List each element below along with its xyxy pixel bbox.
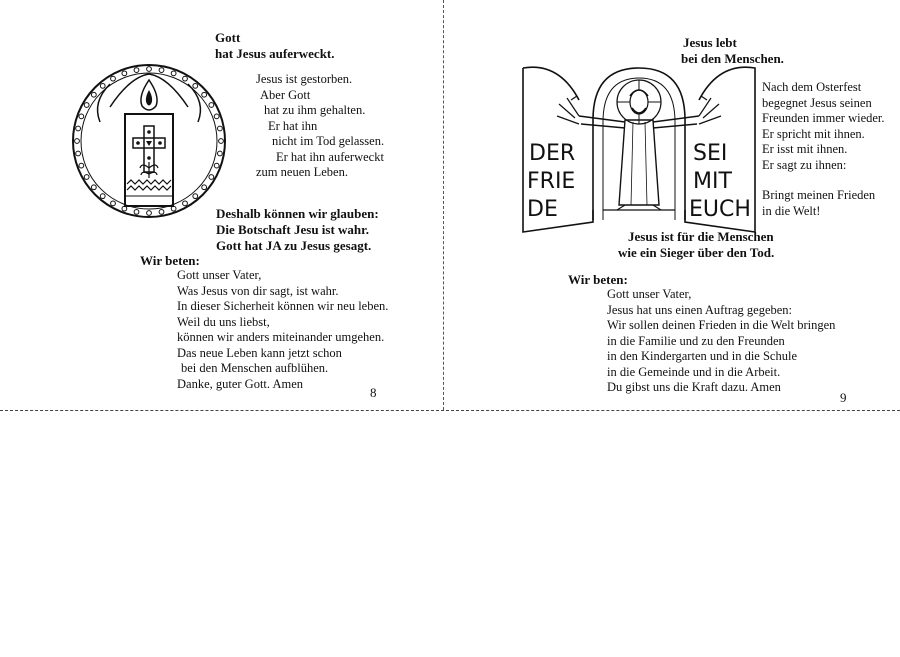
right-heading-line: bei den Menschen. <box>681 51 784 66</box>
prayer-line: In dieser Sicherheit können wir neu leben. <box>177 299 389 313</box>
ring-dot <box>209 103 214 108</box>
intro-line: hat zu ihm gehalten. <box>264 103 366 117</box>
triptych-right-word: MIT <box>693 169 732 194</box>
page-divider-vertical <box>443 0 444 410</box>
left-heading <box>215 30 335 62</box>
ring-dot <box>91 185 96 190</box>
side-line: in die Welt! <box>762 203 821 218</box>
ring-dot <box>219 139 224 144</box>
bold-line: Die Botschaft Jesu ist wahr. <box>216 222 369 237</box>
bold-line: Deshalb können wir glauben: <box>216 206 379 221</box>
ring-dot <box>111 76 116 81</box>
ring-dot <box>100 83 105 88</box>
side-line: Freunden immer wieder. <box>762 111 885 125</box>
side-line: Er spricht mit ihnen. <box>762 126 865 141</box>
ring-dot <box>111 201 116 206</box>
page-cut-line <box>0 410 900 411</box>
left-page-number: 8 <box>370 385 377 400</box>
ring-dot <box>202 92 207 97</box>
right-page-number: 9 <box>840 390 847 405</box>
ring-dot <box>134 210 139 215</box>
ring-dot <box>193 194 198 199</box>
triptych-left-word: DER <box>529 141 576 166</box>
ring-dot <box>122 71 127 76</box>
prayer-line: Du gibst uns die Kraft dazu. Amen <box>607 380 781 394</box>
ring-dot <box>183 201 188 206</box>
intro-line: Jesus ist gestorben. <box>256 72 353 86</box>
prayer-line: Wir sollen deinen Frieden in die Welt bringen <box>607 318 836 332</box>
ring-dot <box>79 163 84 168</box>
prayer-line: Jesus hat uns einen Auftrag gegeben: <box>607 302 793 317</box>
prayer-line: können wir anders miteinander umgehen. <box>177 330 385 344</box>
ring-dot <box>193 83 198 88</box>
triptych-left-word: FRIE <box>527 169 576 194</box>
right-side-text <box>762 80 885 219</box>
ring-dot <box>134 68 139 73</box>
right-caption <box>618 229 774 261</box>
side-line: Nach dem Osterfest <box>762 80 862 94</box>
prayer-line: Das neue Leben kann jetzt schon <box>177 345 342 360</box>
left-bold-statement <box>216 206 379 254</box>
left-prayer-heading: Wir beten: <box>140 253 200 268</box>
triptych-right-word: EUCH <box>689 197 751 222</box>
intro-line: nicht im Tod gelassen. <box>272 134 385 148</box>
left-heading-line: Gott <box>215 30 241 45</box>
ring-dot <box>75 139 80 144</box>
ring-dot <box>100 194 105 199</box>
prayer-line: bei den Menschen aufblühen. <box>181 361 329 375</box>
prayer-line: in die Gemeinde und in die Arbeit. <box>607 364 781 379</box>
prayer-line: Weil du uns liebst, <box>177 314 270 329</box>
caption-line: Jesus ist für die Menschen <box>628 229 774 244</box>
ring-dot <box>84 175 89 180</box>
right-heading-line: Jesus lebt <box>683 35 737 50</box>
side-line <box>762 173 885 188</box>
ring-dot <box>214 163 219 168</box>
ring-dot <box>159 68 164 73</box>
intro-line: zum neuen Leben. <box>256 165 348 179</box>
ring-dot <box>171 71 176 76</box>
left-intro-text <box>248 72 384 181</box>
side-line: begegnet Jesus seinen <box>762 95 872 110</box>
right-prayer-text <box>607 287 835 396</box>
risen-jesus-triptych-illustration <box>519 60 759 235</box>
ring-dot <box>76 151 81 156</box>
intro-line: Er hat ihn <box>268 118 318 133</box>
intro-line: Aber Gott <box>260 87 311 102</box>
intro-line: Er hat ihn auferweckt <box>276 149 384 164</box>
ring-dot <box>76 126 81 131</box>
prayer-line: Gott unser Vater, <box>607 287 692 301</box>
prayer-line: in den Kindergarten und in die Schule <box>607 349 798 363</box>
ring-dot <box>79 114 84 119</box>
ring-dot <box>147 67 152 72</box>
triptych-right-word: SEI <box>693 141 728 166</box>
ring-dot <box>202 185 207 190</box>
ring-dot <box>218 126 223 131</box>
easter-candle-illustration <box>70 62 228 220</box>
ring-dot <box>91 92 96 97</box>
ring-dot <box>209 175 214 180</box>
ring-dot <box>159 210 164 215</box>
side-line: Bringt meinen Frieden <box>762 188 876 202</box>
ring-dot <box>183 76 188 81</box>
prayer-line: Was Jesus von dir sagt, ist wahr. <box>177 283 339 298</box>
right-prayer-heading: Wir beten: <box>568 272 628 287</box>
caption-line: wie ein Sieger über den Tod. <box>618 245 775 260</box>
ring-dot <box>84 103 89 108</box>
ring-dot <box>214 114 219 119</box>
prayer-line: Gott unser Vater, <box>177 268 262 282</box>
ring-dot <box>147 211 152 216</box>
side-line: Er sagt zu ihnen: <box>762 157 847 172</box>
triptych-left-word: DE <box>527 197 558 222</box>
prayer-line: in die Familie und zu den Freunden <box>607 333 785 348</box>
left-heading-line: hat Jesus auferweckt. <box>215 46 335 61</box>
ring-dot <box>218 151 223 156</box>
left-prayer-text <box>177 268 388 392</box>
bold-line: Gott hat JA zu Jesus gesagt. <box>216 238 372 253</box>
side-line: Er isst mit ihnen. <box>762 142 848 156</box>
prayer-line: Danke, guter Gott. Amen <box>177 376 304 391</box>
